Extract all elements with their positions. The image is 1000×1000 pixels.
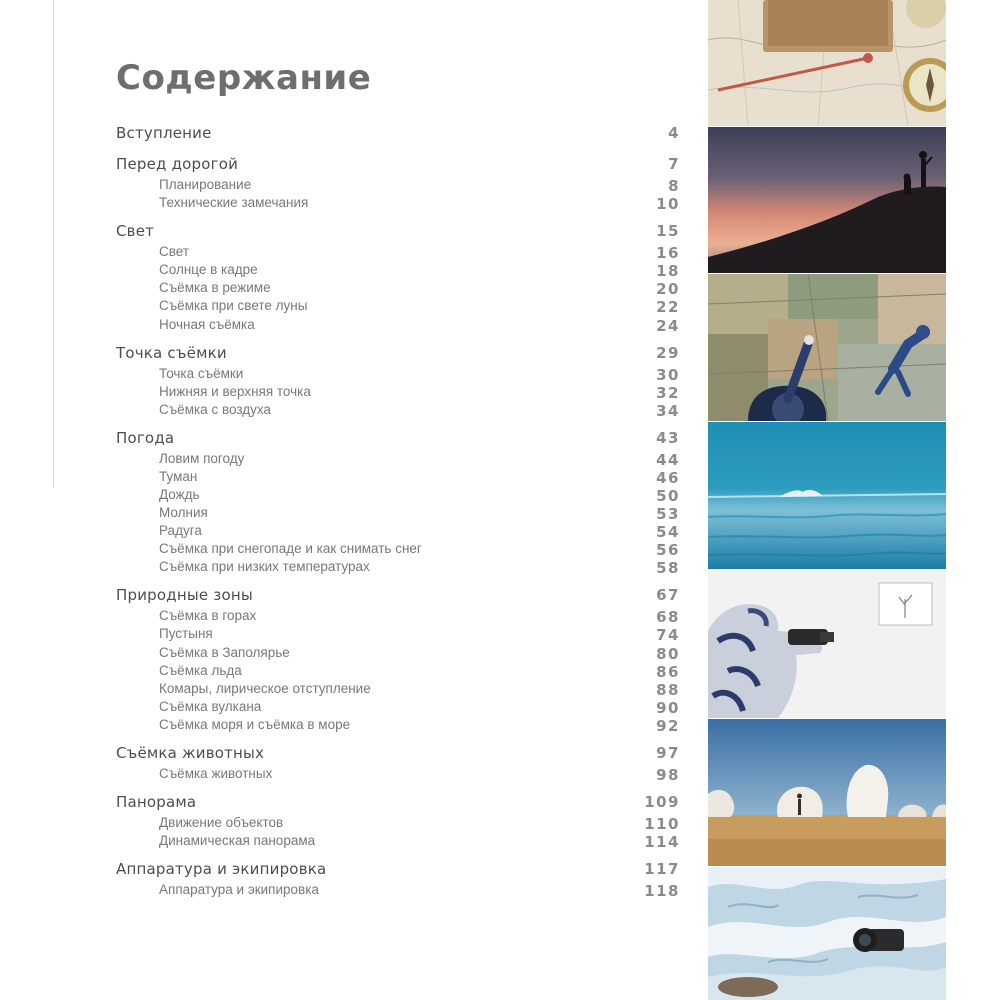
toc-section[interactable] (0, 384, 700, 402)
section-title: Дождь (159, 486, 200, 502)
page-number: 90 (656, 698, 680, 717)
section-title: Свет (159, 244, 190, 260)
toc-section[interactable] (0, 280, 700, 298)
page-number: 80 (656, 644, 680, 663)
page-number: 58 (656, 559, 680, 578)
page-number: 118 (644, 882, 680, 900)
section-title: Аппаратура и экипировка (159, 882, 319, 897)
page-number: 15 (656, 222, 680, 241)
toc-chapter[interactable] (0, 124, 700, 142)
page-number: 22 (656, 298, 680, 317)
page-number: 4 (668, 124, 680, 142)
section-title: Молния (159, 505, 208, 520)
toc-chapter[interactable] (0, 744, 700, 762)
section-title: Ночная съёмка (159, 316, 255, 332)
section-title: Съёмка при низких температурах (159, 559, 370, 575)
section-title: Технические замечания (159, 195, 309, 211)
section-title: Съёмка при свете луны (159, 298, 308, 314)
photo-skydivers (708, 274, 946, 421)
photo-camera-ice (708, 867, 946, 1000)
page-number: 74 (656, 626, 680, 645)
toc-section[interactable] (0, 487, 700, 505)
photo-strip (708, 0, 946, 1000)
toc-section[interactable] (0, 626, 700, 644)
page-number: 97 (656, 743, 680, 762)
page-title: Содержание (116, 58, 372, 98)
page-number: 92 (656, 716, 680, 735)
section-title: Нижняя и верхняя точка (159, 383, 311, 399)
page-number: 10 (656, 195, 680, 214)
section-title: Съёмка льда (159, 662, 242, 678)
page-number: 46 (656, 468, 680, 487)
toc-chapter[interactable] (0, 793, 700, 811)
section-title: Съёмка животных (159, 765, 273, 781)
page-number: 114 (644, 833, 680, 851)
photo-blue-water (708, 422, 946, 569)
page-number: 7 (668, 155, 680, 173)
chapter-title: Аппаратура и экипировка (116, 860, 327, 878)
toc-section[interactable] (0, 317, 700, 335)
toc-section[interactable] (0, 195, 700, 213)
chapter-title: Панорама (116, 792, 197, 811)
section-title: Съёмка в режиме (159, 280, 271, 296)
toc-chapter[interactable] (0, 586, 700, 604)
toc-chapter[interactable] (0, 860, 700, 878)
section-title: Съёмка вулкана (159, 698, 262, 714)
toc-section[interactable] (0, 177, 700, 195)
page-number: 43 (656, 428, 680, 447)
page-number: 30 (656, 365, 680, 384)
toc-chapter[interactable] (0, 155, 700, 173)
toc-section[interactable] (0, 681, 700, 699)
photo-snow-photographer (708, 571, 946, 718)
chapter-title: Вступление (116, 124, 212, 142)
photo-desert-rocks (708, 719, 946, 866)
toc-chapter[interactable] (0, 222, 700, 240)
section-title: Точка съёмки (159, 365, 244, 381)
section-title: Съёмка моря и съёмка в море (159, 716, 351, 732)
toc-section[interactable] (0, 469, 700, 487)
page-number: 29 (656, 343, 680, 362)
page-number: 110 (644, 814, 680, 833)
toc-section[interactable] (0, 402, 700, 420)
section-title: Туман (159, 468, 198, 484)
chapter-title: Погода (116, 428, 175, 447)
toc-section[interactable] (0, 699, 700, 717)
page-number: 32 (656, 383, 680, 402)
page-number: 67 (656, 586, 680, 605)
page-number: 56 (656, 541, 680, 560)
toc-chapter[interactable] (0, 344, 700, 362)
section-title: Комары, лирическое отступление (159, 680, 371, 696)
chapter-title: Точка съёмки (116, 343, 227, 362)
photo-sunset-hikers (708, 127, 946, 273)
section-title: Солнце в кадре (159, 262, 258, 278)
toc-section[interactable] (0, 244, 700, 262)
page-number: 86 (656, 662, 680, 681)
toc-section[interactable] (0, 523, 700, 541)
toc-section[interactable] (0, 833, 700, 851)
toc-section[interactable] (0, 645, 700, 663)
page-number: 54 (656, 523, 680, 542)
page-number: 20 (656, 280, 680, 299)
page-number: 24 (656, 316, 680, 335)
toc-section[interactable] (0, 451, 700, 469)
chapter-title: Перед дорогой (116, 155, 239, 173)
toc-section[interactable] (0, 608, 700, 626)
section-title: Съёмка в Заполярье (159, 644, 290, 660)
section-title: Ловим погоду (159, 450, 245, 466)
toc-section[interactable] (0, 559, 700, 577)
toc-section[interactable] (0, 815, 700, 833)
photo-map-compass (708, 0, 946, 126)
section-title: Динамическая панорама (159, 833, 316, 848)
page-number: 98 (656, 765, 680, 784)
toc-section[interactable] (0, 663, 700, 681)
section-title: Движение объектов (159, 814, 284, 830)
page-number: 117 (644, 860, 680, 878)
page-number: 68 (656, 608, 680, 627)
toc-section[interactable] (0, 366, 700, 384)
section-title: Съёмка с воздуха (159, 401, 271, 417)
toc-section[interactable] (0, 262, 700, 280)
page-number: 88 (656, 680, 680, 699)
section-title: Пустыня (159, 626, 213, 642)
toc-section[interactable] (0, 882, 700, 900)
section-title: Радуга (159, 523, 202, 539)
toc-section[interactable] (0, 717, 700, 735)
page-number: 50 (656, 486, 680, 505)
page-number: 44 (656, 450, 680, 469)
page-number: 8 (668, 177, 680, 195)
toc-section[interactable] (0, 541, 700, 559)
page-number: 53 (656, 505, 680, 523)
toc-section[interactable] (0, 505, 700, 523)
section-title: Съёмка в горах (159, 608, 257, 624)
toc-section[interactable] (0, 766, 700, 784)
page-number: 18 (656, 262, 680, 281)
chapter-title: Свет (116, 222, 155, 241)
page-number: 16 (656, 244, 680, 263)
chapter-title: Природные зоны (116, 586, 253, 605)
section-title: Планирование (159, 177, 252, 192)
page-number: 34 (656, 401, 680, 420)
page-number: 109 (644, 792, 680, 811)
toc-chapter[interactable] (0, 429, 700, 447)
section-title: Съёмка при снегопаде и как снимать снег (159, 541, 422, 557)
chapter-title: Съёмка животных (116, 743, 265, 762)
toc-section[interactable] (0, 298, 700, 316)
